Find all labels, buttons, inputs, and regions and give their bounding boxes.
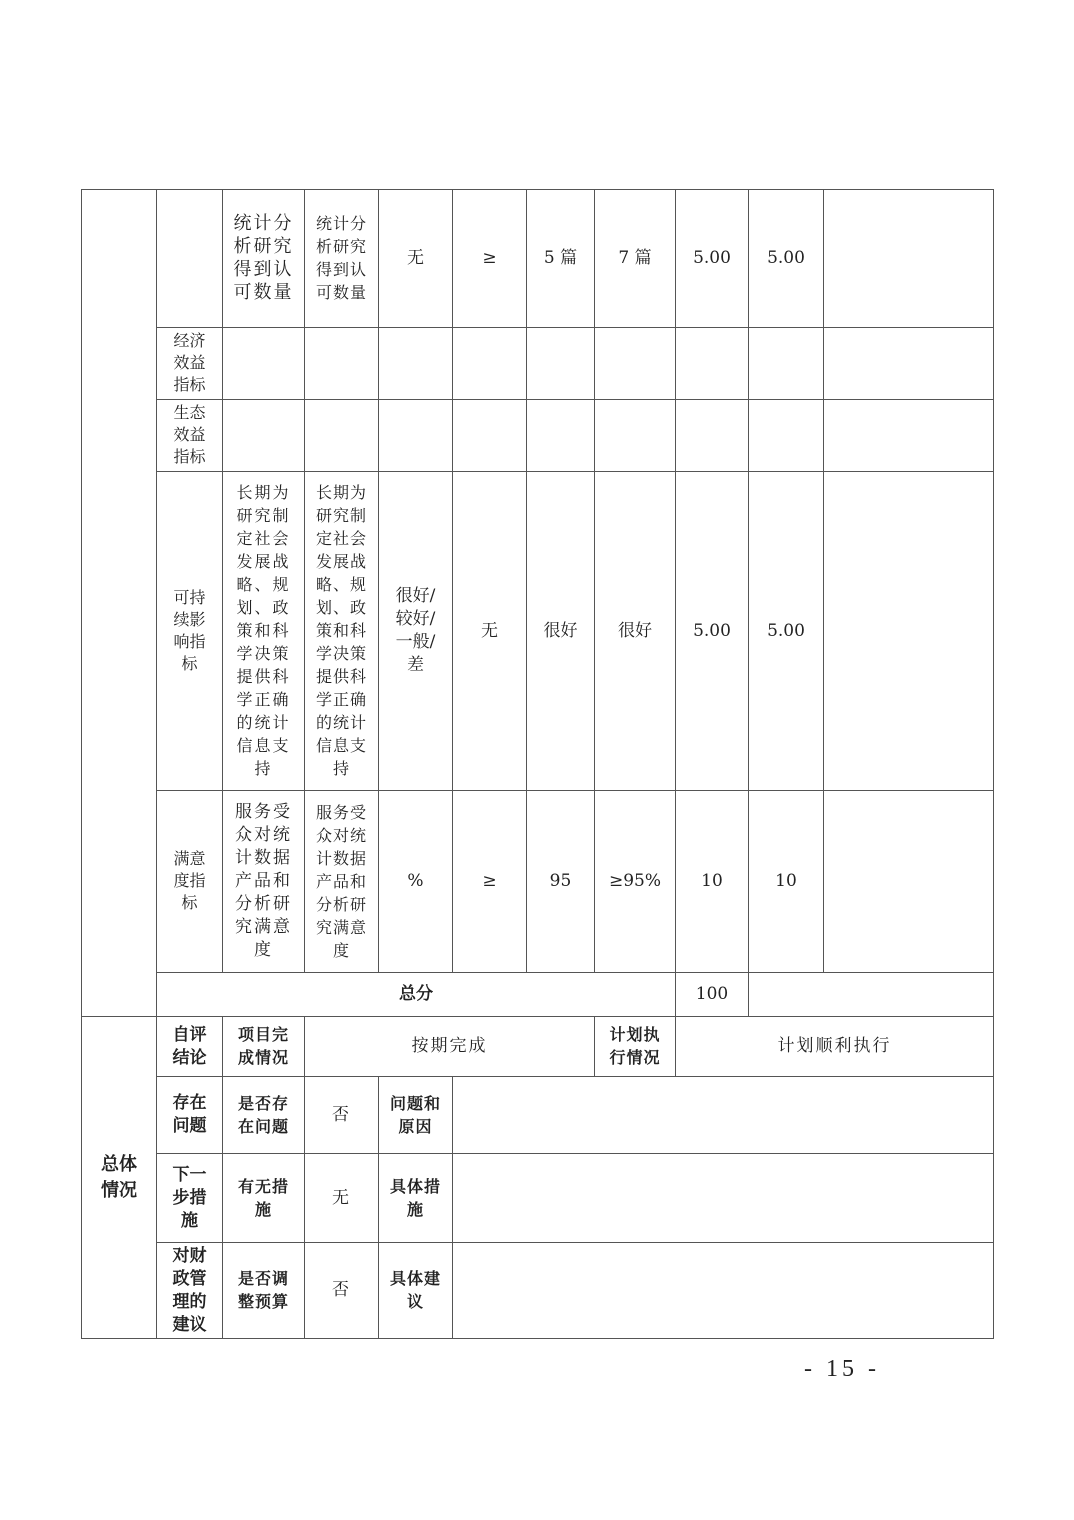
page-number: - 15 - xyxy=(804,1356,880,1382)
actual-cell: 很好 xyxy=(595,472,676,791)
score-cell: 5.00 xyxy=(749,190,824,328)
next-steps-answer: 无 xyxy=(305,1154,379,1243)
target-cell: 5 篇 xyxy=(527,190,595,328)
next-steps-detail xyxy=(453,1154,994,1243)
table-row xyxy=(82,472,994,791)
table-row xyxy=(82,190,994,328)
problems-question: 是否存在问题 xyxy=(223,1077,305,1154)
note-cell xyxy=(824,190,994,328)
overall-section-label: 总体情况 xyxy=(82,1017,157,1339)
target-cell: 95 xyxy=(527,791,595,973)
weight-cell: 5.00 xyxy=(676,190,749,328)
conclusion-row xyxy=(82,1017,994,1077)
content-cell: 服务受众对统计数据产品和分析研究满意度 xyxy=(305,791,379,973)
suggestions-row xyxy=(82,1243,994,1339)
category-cell: 满意度指标 xyxy=(157,791,223,973)
suggestions-question: 是否调整预算 xyxy=(223,1243,305,1339)
unit-cell: 很好/较好/一般/差 xyxy=(379,472,453,791)
note-cell xyxy=(824,472,994,791)
operator-cell: 无 xyxy=(453,472,527,791)
actual-cell: ≥95% xyxy=(595,791,676,973)
suggestions-detail xyxy=(453,1243,994,1339)
category-cell xyxy=(157,190,223,328)
table-row xyxy=(82,791,994,973)
next-steps-label: 下一步措施 xyxy=(157,1154,223,1243)
score-cell: 10 xyxy=(749,791,824,973)
suggestions-answer: 否 xyxy=(305,1243,379,1339)
next-steps-row xyxy=(82,1154,994,1243)
category-cell: 可持续影响指标 xyxy=(157,472,223,791)
plan-value: 计划顺利执行 xyxy=(676,1017,994,1077)
table-row xyxy=(82,328,994,400)
operator-cell: ≥ xyxy=(453,791,527,973)
unit-cell: % xyxy=(379,791,453,973)
performance-table xyxy=(81,189,994,1339)
next-steps-detail-label: 具体措施 xyxy=(379,1154,453,1243)
note-cell xyxy=(824,791,994,973)
total-blank xyxy=(749,973,994,1017)
weight-cell: 10 xyxy=(676,791,749,973)
plan-label: 计划执行情况 xyxy=(595,1017,676,1077)
problems-row xyxy=(82,1077,994,1154)
weight-cell: 5.00 xyxy=(676,472,749,791)
indicator-cell: 长期为研究制定社会发展战略、规划、政策和科学决策提供科学正确的统计信息支持 xyxy=(223,472,305,791)
content-cell: 长期为研究制定社会发展战略、规划、政策和科学决策提供科学正确的统计信息支持 xyxy=(305,472,379,791)
outer-category-cell xyxy=(82,190,157,1017)
content-cell: 统计分析研究得到认可数量 xyxy=(305,190,379,328)
total-label: 总分 xyxy=(157,973,676,1017)
unit-cell: 无 xyxy=(379,190,453,328)
total-row xyxy=(82,973,994,1017)
score-cell: 5.00 xyxy=(749,472,824,791)
completion-value: 按期完成 xyxy=(305,1017,595,1077)
category-cell: 生态效益指标 xyxy=(157,400,223,472)
suggestions-detail-label: 具体建议 xyxy=(379,1243,453,1339)
problems-answer: 否 xyxy=(305,1077,379,1154)
next-steps-question: 有无措施 xyxy=(223,1154,305,1243)
completion-label: 项目完成情况 xyxy=(223,1017,305,1077)
total-value: 100 xyxy=(676,973,749,1017)
problems-detail xyxy=(453,1077,994,1154)
target-cell: 很好 xyxy=(527,472,595,791)
problems-label: 存在问题 xyxy=(157,1077,223,1154)
table-row xyxy=(82,400,994,472)
problems-detail-label: 问题和原因 xyxy=(379,1077,453,1154)
category-cell: 经济效益指标 xyxy=(157,328,223,400)
operator-cell: ≥ xyxy=(453,190,527,328)
actual-cell: 7 篇 xyxy=(595,190,676,328)
indicator-cell: 统计分析研究得到认可数量 xyxy=(223,190,305,328)
conclusion-label: 自评结论 xyxy=(157,1017,223,1077)
indicator-cell: 服务受众对统计数据产品和分析研究满意度 xyxy=(223,791,305,973)
suggestions-label: 对财政管理的建议 xyxy=(157,1243,223,1339)
